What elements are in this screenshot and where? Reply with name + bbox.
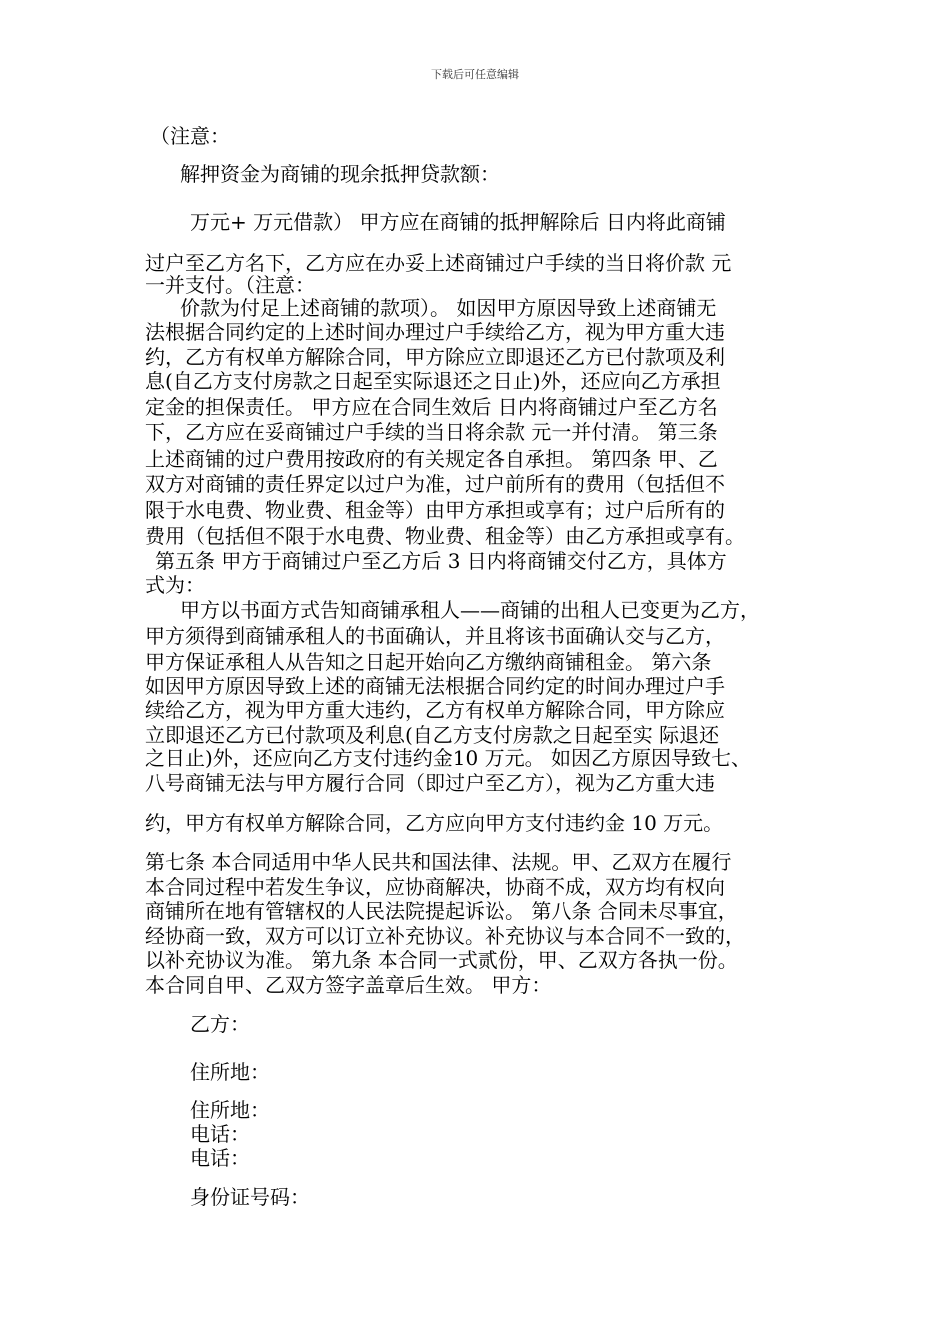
text-line: 约，乙方有权单方解除合同，甲方除应立即退还乙方已付款项及利 [145,345,725,369]
text-line: 式为： [145,573,205,597]
text-line: 经协商一致，双方可以订立补充协议。补充协议与本合同不一致的， [145,924,745,948]
text-line: 立即退还乙方已付款项及利息(自乙方支付房款之日起至实 际退还 [145,723,720,747]
text-line: 电话： [190,1146,250,1170]
text-line: 续给乙方，视为甲方重大违约，乙方有权单方解除合同，甲方除应 [145,698,725,722]
text-line: 第五条 甲方于商铺过户至乙方后 3 日内将商铺交付乙方，具体方 [155,549,727,573]
text-line: 过户至乙方名下，乙方应在办妥上述商铺过户手续的当日将价款 元 [145,251,732,275]
text-line: 费用（包括但不限于水电费、物业费、租金等）由乙方承担或享有。 [145,524,745,548]
text-line: 解押资金为商铺的现余抵押贷款额： [180,162,500,186]
text-line: 定金的担保责任。 甲方应在合同生效后 日内将商铺过户至乙方名 [145,395,718,419]
text-line: 下，乙方应在妥商铺过户手续的当日将余款 元一并付清。 第三条 [145,420,718,444]
text-line: 一并支付。（注意： [145,273,315,297]
text-line: 限于水电费、物业费、租金等）由甲方承担或享有；过户后所有的 [145,498,725,522]
text-line: 住所地： [190,1060,270,1084]
text-line: 以补充协议为准。 第九条 本合同一式贰份，甲、乙双方各执一份。 [145,948,738,972]
text-line: 八号商铺无法与甲方履行合同（即过户至乙方），视为乙方重大违 [145,771,715,795]
text-line: 甲方以书面方式告知商铺承租人——商铺的出租人已变更为乙方， [180,598,760,622]
text-line: 万元+ 万元借款） 甲方应在商铺的抵押解除后 日内将此商铺 [190,210,726,234]
text-line: 商铺所在地有管辖权的人民法院提起诉讼。 第八条 合同未尽事宜， [145,899,738,923]
text-line: 身份证号码： [190,1185,310,1209]
text-line: 本合同自甲、乙双方签字盖章后生效。 甲方： [145,973,552,997]
page-header: 下载后可任意编辑 [431,68,519,81]
text-line: 第七条 本合同适用中华人民共和国法律、法规。甲、乙双方在履行 [145,850,732,874]
text-line: 甲方须得到商铺承租人的书面确认，并且将该书面确认交与乙方， [145,624,725,648]
text-line: 法根据合同约定的上述时间办理过户手续给乙方，视为甲方重大违 [145,320,725,344]
text-line: 上述商铺的过户费用按政府的有关规定各自承担。 第四条 甲、乙 [145,447,718,471]
text-line: 息(自乙方支付房款之日起至实际退还之日止)外，还应向乙方承担 [145,369,721,393]
text-line: 双方对商铺的责任界定以过户为准，过户前所有的费用（包括但不 [145,472,725,496]
text-line: 电话： [190,1122,250,1146]
text-line: 乙方： [190,1012,250,1036]
text-line: （注意： [150,124,230,148]
text-line: 甲方保证承租人从告知之日起开始向乙方缴纳商铺租金。 第六条 [145,650,712,674]
text-line: 本合同过程中若发生争议，应协商解决，协商不成，双方均有权向 [145,875,725,899]
text-line: 如因甲方原因导致上述的商铺无法根据合同约定的时间办理过户手 [145,674,725,698]
text-line: 住所地： [190,1098,270,1122]
text-line: 约，甲方有权单方解除合同，乙方应向甲方支付违约金 10 万元。 [145,811,724,835]
text-line: 之日止)外，还应向乙方支付违约金10 万元。 如因乙方原因导致七、 [145,746,751,770]
text-line: 价款为付足上述商铺的款项）。 如因甲方原因导致上述商铺无 [180,296,717,320]
